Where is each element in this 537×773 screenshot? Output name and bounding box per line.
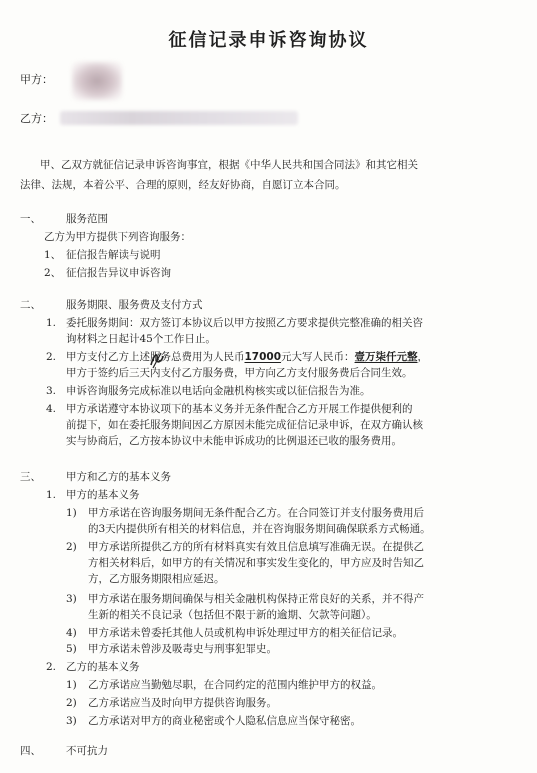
clause-number: 3.	[46, 385, 57, 397]
fee-text: 元大写人民币：	[281, 351, 355, 363]
list-item-number: 2)	[66, 541, 77, 553]
list-item-number: 3)	[66, 715, 77, 727]
fee-text: 甲方支付乙方上述服务总费用为人民币	[66, 351, 245, 363]
fee-clause	[66, 350, 428, 364]
list-item-line: 生新的相关不良记录（包括但不限于新的逾期、欠款等问题）。	[88, 609, 377, 621]
section-heading: 甲方和乙方的基本义务	[66, 471, 171, 483]
list-item-line: 甲方承诺未曾委托其他人员或机构申诉处理过甲方的相关征信记录。	[88, 627, 403, 639]
intro-line: 法律、法规，本着公平、合理的原则，经友好协商，自愿订立本合同。	[20, 179, 346, 191]
intro-line: 甲、乙双方就征信记录申诉咨询事宜，根据《中华人民共和国合同法》和其它相关	[40, 159, 418, 171]
list-item-line: 甲方承诺在服务期间确保与相关金融机构保持正常良好的关系，并不得产	[88, 593, 424, 605]
section-lead: 乙方为甲方提供下列咨询服务：	[44, 231, 191, 243]
list-item: 征信报告异议申诉咨询	[66, 267, 171, 279]
section-heading: 服务期限、服务费及支付方式	[66, 299, 203, 311]
list-item-line: 甲方承诺未曾涉及吸毒史与刑事犯罪史。	[88, 643, 277, 655]
clause-line: 甲方于签约后三天内支付乙方服务费，甲方向乙方支付服务费后合同生效。	[66, 367, 413, 379]
list-item-number: 2、	[44, 267, 62, 279]
clause-number: 4.	[46, 403, 57, 415]
fee-amount: 17000	[244, 351, 282, 363]
clause-line: 询材料之日起计45个工作日止。	[66, 333, 216, 345]
list-item-number: 4)	[66, 627, 77, 639]
list-item-line: 方，乙方服务期限相应延迟。	[88, 573, 225, 585]
list-item: 乙方承诺应当勤勉尽职，在合同约定的范围内维护甲方的权益。	[88, 679, 382, 691]
fee-amount-words: 壹万柒仟元整	[354, 351, 418, 363]
document-title: 征信记录申诉咨询协议	[168, 30, 369, 51]
subsection-heading: 乙方的基本义务	[66, 661, 140, 673]
list-item-number: 1、	[44, 249, 62, 261]
list-item-number: 3)	[66, 593, 77, 605]
list-item: 乙方承诺对甲方的商业秘密或个人隐私信息应当保守秘密。	[88, 715, 361, 727]
clause-number: 2.	[46, 351, 57, 363]
list-item-number: 1)	[66, 507, 77, 519]
section-number: 二、	[20, 299, 41, 311]
clause-line: 申诉咨询服务完成标准以电话向金融机构核实或以征信报告为准。	[66, 385, 371, 397]
party-b-redacted	[60, 111, 298, 125]
section-heading: 不可抗力	[66, 745, 108, 757]
subsection-number: 1.	[46, 489, 57, 501]
list-item: 征信报告解读与说明	[66, 249, 161, 261]
clause-number: 1.	[46, 317, 57, 329]
list-item-number: 5)	[66, 643, 77, 655]
subsection-heading: 甲方的基本义务	[66, 489, 140, 501]
section-number: 四、	[20, 745, 41, 757]
list-item-line: 甲方承诺在咨询服务期间无条件配合乙方。在合同签订并支付服务费用后	[88, 507, 424, 519]
list-item-line: 方相关材料后，如甲方的有关情况和事实发生变化的，甲方应及时告知乙	[88, 557, 424, 569]
list-item-line: 的3天内提供所有相关的材料信息，并在咨询服务期间确保联系方式畅通。	[88, 523, 431, 535]
list-item-number: 2)	[66, 697, 77, 709]
party-a-redacted	[72, 62, 122, 100]
clause-line: 甲方承诺遵守本协议项下的基本义务并无条件配合乙方开展工作提供便利的	[66, 403, 413, 415]
section-heading: 服务范围	[66, 213, 108, 225]
clause-line: 前提下，如在委托服务期间因乙方原因未能完成征信记录申诉，在双方确认核	[66, 419, 423, 431]
subsection-number: 2.	[46, 661, 57, 673]
party-b-label: 乙方：	[20, 112, 53, 125]
list-item-line: 甲方承诺所提供乙方的所有材料真实有效且信息填写准确无误。在提供乙	[88, 541, 424, 553]
clause-line: 实与协商后，乙方按本协议中未能申诉成功的比例退还已收的服务费用。	[66, 435, 402, 447]
party-a-label: 甲方：	[20, 73, 53, 86]
fee-text: ，	[417, 351, 429, 363]
section-number: 三、	[20, 471, 41, 483]
section-number: 一、	[20, 213, 41, 225]
list-item: 乙方承诺应当及时向甲方提供咨询服务。	[88, 697, 277, 709]
clause-line: 委托服务期间：双方签订本协议后以甲方按照乙方要求提供完整准确的相关咨	[66, 317, 423, 329]
list-item-number: 1)	[66, 679, 77, 691]
